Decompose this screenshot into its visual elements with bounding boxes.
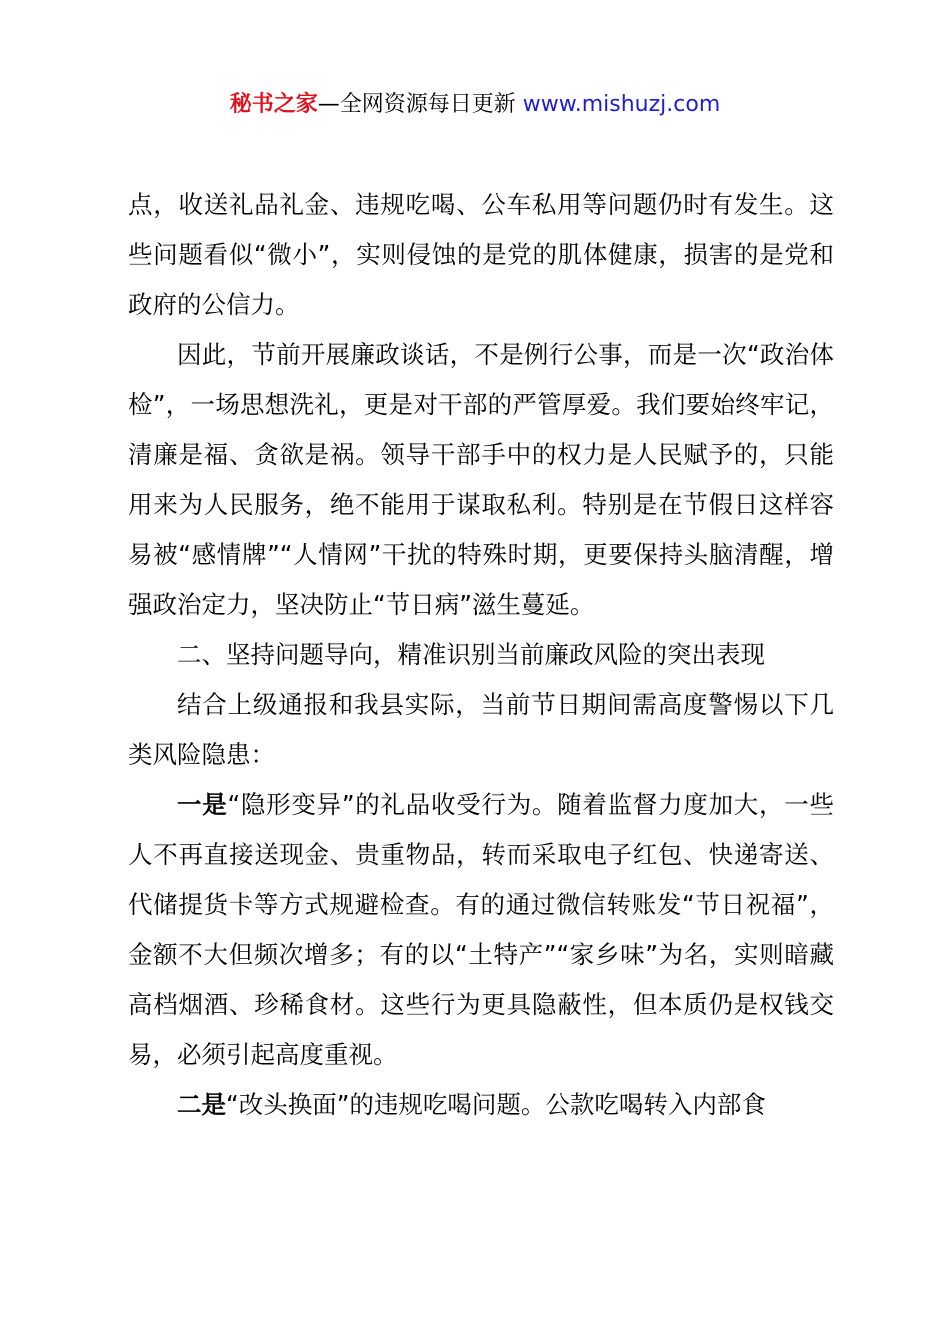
paragraph-risk-intro: 结合上级通报和我县实际，当前节日期间需高度警惕以下几类风险隐患： (128, 690, 834, 769)
point-2-text: “改头换面”的违规吃喝问题。公款吃喝转入内部食 (226, 1090, 766, 1119)
paragraph-continuation: 点，收送礼品礼金、违规吃喝、公车私用等问题仍时有发生。这些问题看似“微小”，实则侵蚀的是党的肌体健康，损害的是党和政府的公信力。 (128, 190, 834, 319)
header-tagline: —全网资源每日更新 (317, 92, 523, 117)
paragraph-point-1 (128, 780, 834, 1080)
point-1-lead: 一是 (177, 790, 228, 819)
point-1-text: “隐形变异”的礼品收受行为。随着监督力度加大，一些人不再直接送现金、贵重物品，转而采取电子红包、快递寄送、代储提货卡等方式规避检查。有的通过微信转账发“节日祝福”，金额不大但频次增多；有的以“土特产”“家乡味”为名，实则暗藏高档烟酒、珍稀食材。这些行为更具隐蔽性，但本质仍是权钱交易，必须引起高度重视。 (128, 790, 835, 1069)
point-2-lead: 二是 (177, 1090, 226, 1119)
document-body (128, 180, 834, 1130)
site-url-link[interactable]: www.mishuzj.com (522, 92, 721, 117)
section-heading-2: 二、坚持问题导向，精准识别当前廉政风险的突出表现 (177, 640, 765, 669)
paragraph-point-2 (128, 1080, 834, 1130)
paragraph-political-checkup: 因此，节前开展廉政谈话，不是例行公事，而是一次“政治体检”，一场思想洗礼，更是对干部的严管厚爱。我们要始终牢记，清廉是福、贪欲是祸。领导干部手中的权力是人民赋予的，只能用来为人民服务，绝不能用于谋取私利。特别是在节假日这样容易被“感情牌”“人情网”干扰的特殊时期，更要保持头脑清醒，增强政治定力，坚决防止“节日病”滋生蔓延。 (128, 340, 834, 619)
site-header (0, 88, 950, 122)
brand-name: 秘书之家 (229, 92, 318, 117)
